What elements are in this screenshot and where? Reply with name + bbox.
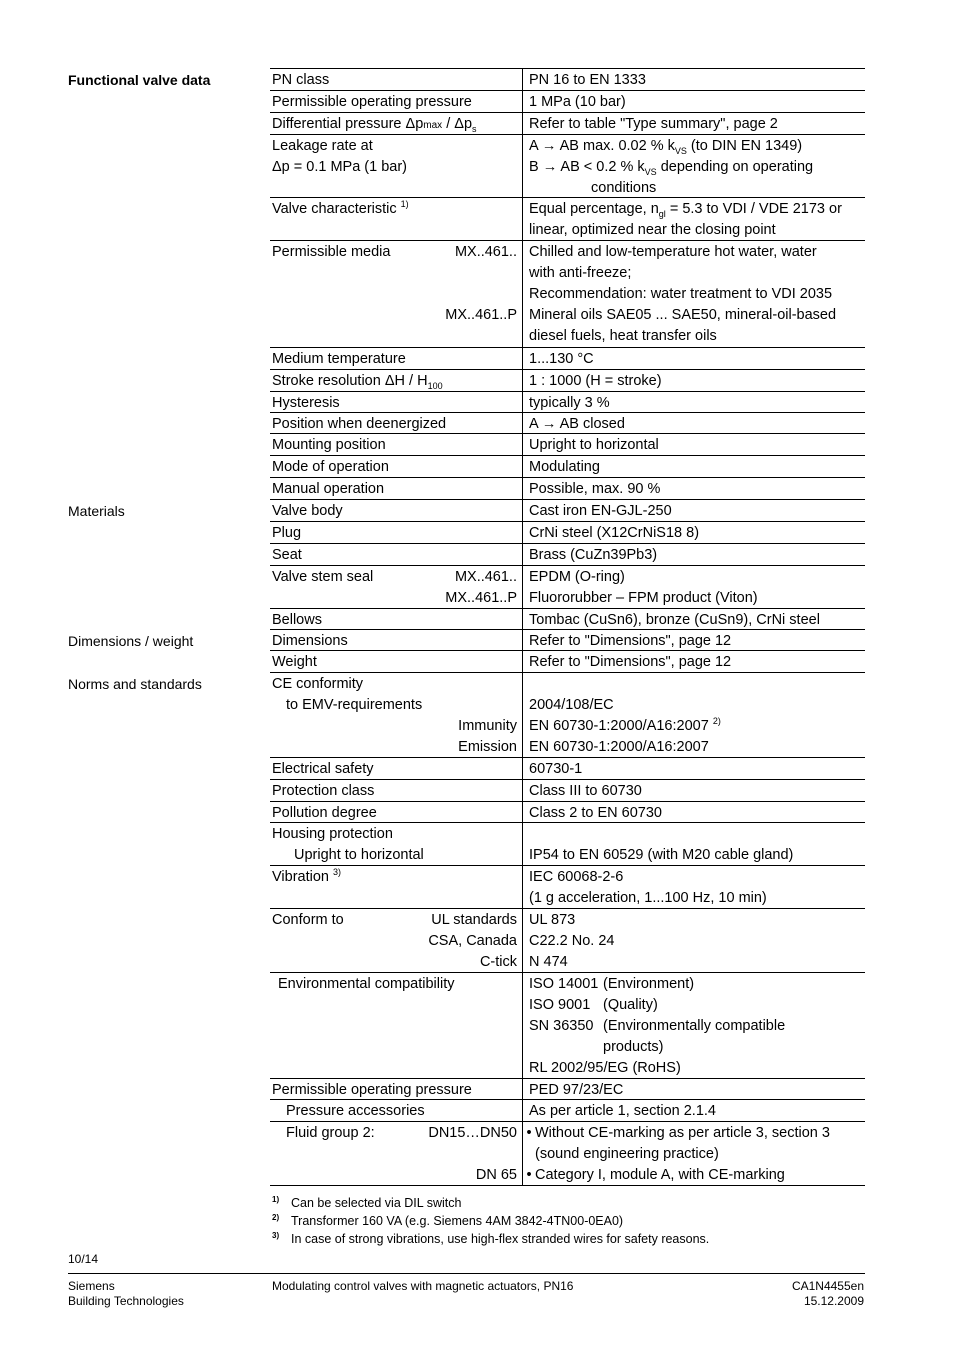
row-value: Equal percentage, $n_{gl} = 5.3$ to VDI / VDE 2173 or: [529, 201, 842, 219]
table-row-pressure-accessories: [270, 1099, 865, 1121]
row-label: Housing protection: [272, 826, 393, 842]
row-label: PN class: [272, 72, 330, 88]
row-value: Upright to horizontal: [529, 437, 659, 453]
table-row-ped: [270, 1078, 865, 1099]
row-label: Plug: [272, 525, 302, 541]
row-value: • Without CE-marking as per article 3, section 3: [523, 1123, 865, 1144]
table-row-permissible-media: [270, 240, 865, 347]
row-value: Cast iron EN-GJL-250: [529, 503, 672, 519]
row-value-2: ISO 9001 (Quality): [529, 997, 658, 1013]
row-label: CE conformity: [272, 676, 364, 692]
row-value-5: RL 2002/95/EG (RoHS): [529, 1060, 681, 1076]
row-label: Pressure accessories: [286, 1103, 425, 1119]
table-row-environmental-compatibility: [270, 972, 865, 1078]
table-row-manual-operation: [270, 477, 865, 499]
row-label: Electrical safety: [272, 761, 374, 777]
row-value: UL 873: [529, 912, 576, 928]
row-value-2: 2004/108/EC: [529, 697, 614, 713]
row-value: typically 3 %: [529, 395, 610, 411]
row-value: CrNi steel (X12CrNiS18 8): [529, 525, 700, 541]
row-value-2: IP54 to EN 60529 (with M20 cable gland): [529, 847, 794, 863]
row-label: Fluid group 2:: [286, 1125, 375, 1141]
row-value: PED 97/23/EC: [529, 1082, 624, 1098]
table-row-position-deenergized: [270, 412, 865, 433]
row-label-2: Δp = 0.1 MPa (1 bar): [272, 159, 408, 175]
section-dimensions-weight: Dimensions / weight: [68, 633, 194, 649]
row-label: Weight: [272, 654, 317, 670]
table-row-electrical-safety: [270, 757, 865, 779]
row-value-2: (1 g acceleration, 1...100 Hz, 10 min): [529, 890, 767, 906]
row-value: Refer to table "Type summary", page 2: [529, 116, 778, 132]
row-label: Dimensions: [272, 633, 348, 649]
document-id: CA1N4455en: [791, 1279, 864, 1293]
row-value: A → AB max. 0.02 % $k_{VS}$ (to DIN EN 1349): [529, 138, 803, 156]
standard-label: UL standards: [431, 912, 517, 928]
row-value-2: with anti-freeze;: [529, 265, 632, 281]
row-value: Brass (CuZn39Pb3): [529, 547, 658, 563]
table-row-conform-to: [270, 908, 865, 972]
table-row-vibration: [270, 865, 865, 908]
table-row-seat: [270, 543, 865, 565]
row-label: Manual operation: [272, 481, 385, 497]
row-value-4: EN 60730-1:2000/A16:2007: [529, 739, 709, 755]
table-row-valve-characteristic: [270, 197, 865, 240]
row-label: Bellows: [272, 612, 322, 628]
row-label: Seat: [272, 547, 302, 563]
row-value: 1 MPa (10 bar): [529, 94, 626, 110]
row-value-2: C22.2 No. 24: [529, 933, 615, 949]
section-functional-valve-data: Functional valve data: [68, 72, 211, 88]
row-label-2: to EMV-requirements: [286, 697, 423, 713]
row-label-2: Upright to horizontal: [294, 847, 424, 863]
section-norms-standards: Norms and standards: [68, 676, 202, 692]
row-value-2: linear, optimized near the closing point: [529, 222, 776, 238]
row-label: Valve stem seal: [272, 569, 374, 585]
document-title: Modulating control valves with magnetic actuators, PN16: [272, 1279, 574, 1293]
row-value-3: N 474: [529, 954, 568, 970]
standard-label-2: CSA, Canada: [428, 933, 517, 949]
row-label: Permissible media: [272, 244, 391, 260]
table-row-plug: [270, 521, 865, 543]
row-value-3: EN 60730-1:2000/A16:2007 $^{2)}$: [529, 716, 721, 734]
page-number: 10/14: [68, 1252, 99, 1266]
type-label: MX..461..: [454, 244, 517, 260]
type-label-2: MX..461..P: [445, 307, 517, 323]
document-date: 15.12.2009: [803, 1294, 864, 1308]
row-label-4: Emission: [458, 739, 517, 755]
table-row-mode-of-operation: [270, 455, 865, 477]
table-row-bellows: [270, 608, 865, 629]
company-division: Building Technologies: [68, 1294, 184, 1308]
row-value-3: SN 36350 (Environmentally compatible: [529, 1018, 786, 1034]
company-name: Siemens: [68, 1279, 115, 1293]
row-label: Vibration $^{3)}$: [272, 867, 342, 885]
row-label: Stroke resolution ΔH / $H_{100}$: [272, 373, 443, 391]
row-label: Valve body: [272, 503, 343, 519]
row-value: Possible, max. 90 %: [529, 481, 661, 497]
row-value: Class III to 60730: [529, 783, 642, 799]
type-label: MX..461..: [454, 569, 517, 585]
table-row-valve-body: [270, 499, 865, 521]
table-row-valve-stem-seal: [270, 565, 865, 608]
row-value-2: (sound engineering practice): [535, 1146, 719, 1162]
row-value-2: Fluororubber – FPM product (Viton): [529, 590, 758, 606]
row-label: Conform to: [272, 912, 344, 928]
row-label: Pollution degree: [272, 805, 377, 821]
table-row-weight: [270, 650, 865, 672]
row-label: Permissible operating pressure: [272, 1082, 472, 1098]
table-row-permissible-pressure: [270, 90, 865, 112]
row-value-4: products): [603, 1039, 664, 1055]
row-label: Environmental compatibility: [278, 976, 455, 992]
row-value-3: conditions: [591, 180, 657, 196]
row-label: Position when deenergized: [272, 416, 447, 432]
row-label: Protection class: [272, 783, 375, 799]
table-row-leakage-rate: [270, 134, 865, 197]
row-label: Hysteresis: [272, 395, 340, 411]
table-row-differential-pressure: [270, 112, 865, 134]
row-value: Refer to "Dimensions", page 12: [529, 633, 732, 649]
standard-label-3: C-tick: [479, 954, 517, 970]
row-value-2: B → AB < 0.2 % $k_{VS}$ depending on operating: [529, 159, 814, 177]
row-value: Class 2 to EN 60730: [529, 805, 662, 821]
row-value: 1 : 1000 (H = stroke): [529, 373, 662, 389]
row-value-5: diesel fuels, heat transfer oils: [529, 328, 717, 344]
row-value: 60730-1: [529, 761, 583, 777]
row-value: PN 16 to EN 1333: [529, 72, 646, 88]
dn-label: DN15…DN50: [428, 1125, 517, 1141]
section-materials: Materials: [68, 503, 125, 519]
table-row-ce-conformity: [270, 672, 865, 757]
row-label: Permissible operating pressure: [272, 94, 472, 110]
table-row-dimensions: [270, 629, 865, 650]
row-value-3: Recommendation: water treatment to VDI 2035: [529, 286, 833, 302]
row-label: Differential pressure Δpmax / $\Delta p_s$: [272, 116, 477, 134]
row-value: Tombac (CuSn6), bronze (CuSn9), CrNi steel: [529, 612, 820, 628]
table-row-fluid-group: [270, 1121, 865, 1186]
bullet-icon: •: [526, 1125, 532, 1141]
row-value: A → AB closed: [529, 416, 625, 432]
row-value: Refer to "Dimensions", page 12: [529, 654, 732, 670]
row-value: IEC 60068-2-6: [529, 869, 624, 885]
table-row-medium-temperature: [270, 347, 865, 369]
table-row-mounting-position: [270, 433, 865, 455]
row-value-4: Mineral oils SAE05 ... SAE50, mineral-oil-based: [529, 307, 837, 323]
row-value: Modulating: [529, 459, 600, 475]
row-value: As per article 1, section 2.1.4: [529, 1103, 716, 1119]
table-row-hysteresis: [270, 391, 865, 412]
dn-label-2: DN 65: [475, 1167, 517, 1183]
table-row-protection-class: [270, 779, 865, 801]
table-row-housing-protection: [270, 822, 865, 865]
row-value: 1...130 °C: [529, 351, 594, 367]
row-label: Mounting position: [272, 437, 386, 453]
row-value: Chilled and low-temperature hot water, water: [529, 244, 817, 260]
row-label: Valve characteristic $^{1)}$: [272, 199, 409, 217]
row-label: Medium temperature: [272, 351, 406, 367]
row-value: ISO 14001 (Environment): [529, 976, 695, 992]
footer-divider: [68, 1273, 865, 1274]
row-label: Mode of operation: [272, 459, 389, 475]
row-label-3: Immunity: [458, 718, 517, 734]
bullet-icon: •: [526, 1167, 532, 1183]
row-label: Leakage rate at: [272, 138, 373, 154]
row-value: EPDM (O-ring): [529, 569, 625, 585]
type-label-2: MX..461..P: [445, 590, 517, 606]
table-row-pollution-degree: [270, 801, 865, 822]
table-row-pn-class: [270, 68, 865, 90]
table-row-stroke-resolution: [270, 369, 865, 391]
row-value-3: • Category I, module A, with CE-marking: [523, 1165, 865, 1186]
